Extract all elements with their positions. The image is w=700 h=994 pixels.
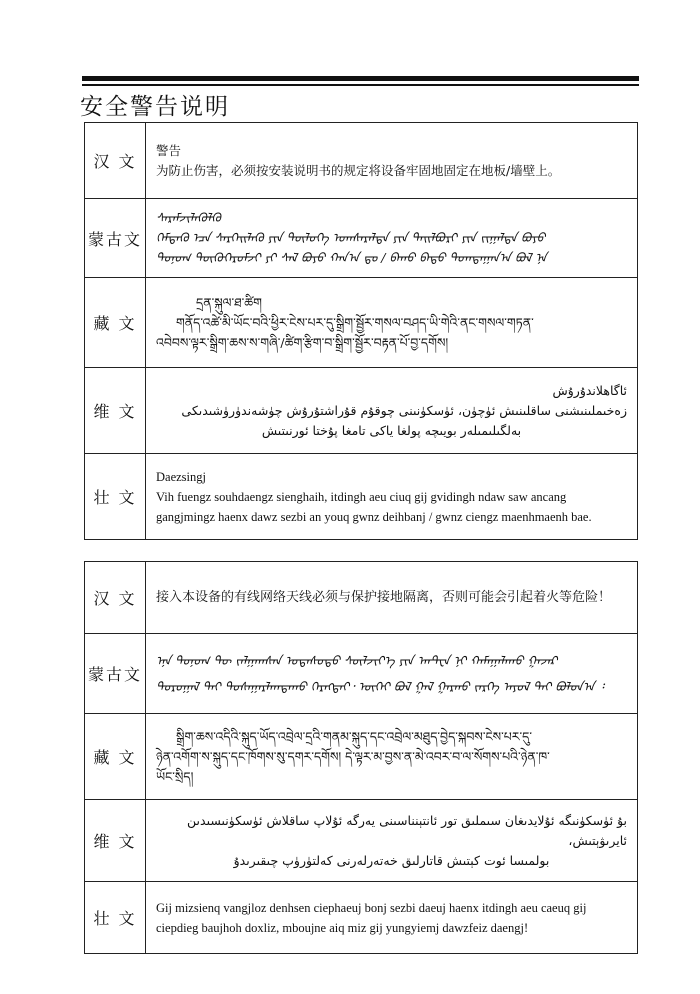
table-row-chinese — [85, 123, 638, 199]
table-row-mongolian — [85, 634, 638, 714]
table-row-zhuang — [85, 454, 638, 540]
warning-body: Gij mizsienq vangjloz denhsen ciephaeuj bonj sezbi daeuj haenx itdingh aeu caeuq gij ciepdieg baujhoh doxliz, mboujne aiq miz gij yungyiemj dawzfeiz daengj! — [156, 900, 587, 935]
language-label: 维 文 — [85, 368, 146, 454]
warning-body: 为防止伤害，必须按安装说明书的规定将设备牢固地固定在地板/墙壁上。 — [156, 162, 561, 178]
warning-body: 接入本设备的有线网络天线必须与保护接地隔离，否则可能会引起着火等危险！ — [156, 589, 612, 605]
warning-body-line: ཡོང་སྲིད། — [156, 768, 194, 784]
warning-body-line: ᠲᠣᠷᠣᠭᠠᠯ ᠲᠠᠢ ᠲᠤᠰᠠᠭᠠᠷᠯᠠᠭᠳᠠᠬᠤ ᠬᠡᠷᠡᠭᠲᠡᠢ᠂ ᠦᠭᠡᠢ ᠪᠣᠯ ᠭᠠᠯ ᠭᠠᠷᠬᠤ ᠵᠡᠷᠭᠡ ᠠᠶᠤᠯ ᠲᠠᠢ ᠪᠣᠯᠤᠨ᠎ᠠ ᠄ — [156, 678, 604, 694]
zhuang-text — [146, 454, 638, 540]
warning-body-line: ཉེན་འགོག་ས་སྐུད་དང་ཁོགས་སུ་དགར་དགོས། དེ་ལྟར་མ་བྱས་ན་མེ་འབར་བ་ལ་སོགས་པའི་ཉེན་ཁ་ — [156, 748, 550, 764]
table-row-uyghur — [85, 368, 638, 454]
header-rule-thin — [82, 84, 639, 86]
chinese-text — [146, 562, 638, 634]
tibetan-text — [146, 278, 638, 368]
table-row-chinese — [85, 562, 638, 634]
zhuang-text — [146, 882, 638, 954]
uyghur-text — [146, 368, 638, 454]
warning-table-2 — [84, 561, 638, 954]
warning-body-line: གནོད་འཚེ་མི་ཡོང་བའི་ཕྱིར་ངེས་པར་དུ་སྒྲིག་སྦྱོར་གསལ་བཤད་ཡི་གེའི་ནང་གསལ་གཏན་ — [176, 314, 534, 330]
language-label: 蒙古文 — [85, 199, 146, 278]
header-rule-thick — [82, 76, 639, 81]
language-label: 蒙古文 — [85, 634, 146, 714]
table-row-tibetan — [85, 714, 638, 800]
language-label: 壮 文 — [85, 454, 146, 540]
warning-body-line: ᠲᠣᠨᠣᠭ ᠲᠦᠬᠦᠭᠡᠷᠦᠮᠵᠢ ᠶᠢ ᠰᠠᠯ ᠪᠣᠶᠣ ᠬᠠᠨ᠎ᠠ ᠳᠤ / ᠪᠠᠬᠤ ᠪᠠᠲᠤ ᠲᠣᠭᠲᠠᠭᠠᠨ᠎ᠠ ᠪᠣᠯ ᠨᠠ — [156, 250, 547, 265]
warning-body-line: بولمىسا ئوت كېتىش قاتارلىق خەتەرلەرنى كەلتۈرۈپ چىقىرىدۇ — [233, 852, 550, 868]
warning-heading: ئاگاھلاندۇرۇش — [552, 382, 627, 398]
language-label: 藏 文 — [85, 714, 146, 800]
warning-body-line: بۇ ئۈسكۈنىگە ئۇلايدىغان سىملىق تور ئانتېنناسىنى يەرگە ئۇلاپ ساقلاش ئۈسكۈنىسىدىن ئايرىۋېتىش، — [187, 812, 627, 848]
warning-table-1 — [84, 122, 638, 540]
mongolian-text — [146, 634, 638, 714]
table-row-uyghur — [85, 800, 638, 882]
language-label: 藏 文 — [85, 278, 146, 368]
warning-heading: དྲན་སྐུལ་ཐ་ཚིག — [196, 294, 262, 310]
uyghur-text — [146, 800, 638, 882]
table-row-mongolian — [85, 199, 638, 278]
warning-body-line: སྒྲིག་ཆས་འདིའི་སྐུད་ཡོད་འབྲེལ་དྲའི་གནམ་སྐུད་དང་འབྲེལ་མཐུད་བྱེད་སྐབས་ངེས་པར་དུ་ — [176, 728, 533, 744]
chinese-text — [146, 123, 638, 199]
warning-body: Vih fuengz souhdaengz sienghaih, itdingh aeu ciuq gij gvidingh ndaw saw ancang gangjmingz haenx dawz sezbi an youq gwnz deihbanj / gwnz ciengz maenhmaenh bae. — [156, 489, 592, 524]
warning-body-line: زەخىملىنىشنى ساقلىنىش ئۈچۈن، ئۈسكۈنىنى چوقۇم قۇراشتۇرۇش چۈشەندۈرۈشىدىكى — [181, 402, 627, 418]
mongolian-text — [146, 199, 638, 278]
language-label: 汉 文 — [85, 123, 146, 199]
warning-body-line: بەلگىلىمىلەر بويىچە پولغا ياكى تامغا پۇختا ئورنىتىش — [261, 422, 522, 438]
warning-heading: ᠰᠡᠷᠡᠮᠵᠢᠯᠡᠭᠦᠯᠬᠦ — [156, 210, 221, 225]
table-row-tibetan — [85, 278, 638, 368]
page-title: 安全警告说明 — [80, 94, 230, 120]
warning-heading: 警告 — [156, 142, 182, 158]
warning-heading: Daezsingj — [156, 469, 206, 484]
warning-body-line: ᠡᠨᠡ ᠲᠣᠨᠣᠭ ᠲᠦ ᠵᠠᠯᠭᠠᠭᠰᠠᠨ ᠤᠲᠠᠰᠤᠲᠤ ᠰᠦᠯᠵᠢᠶ᠎ᠡ ᠶᠢᠨ ᠠᠨᠲ᠋ᠧᠨ ᠨᠢ ᠬᠠᠮᠠᠭᠠᠯᠠᠬᠤ ᠭᠠᠵᠠᠷ — [156, 652, 558, 668]
warning-body-line: འབེབས་ལྟར་སྒྲིག་ཆས་ས་གཞི་/ཚིག་རྩིག་བ་སྒྲིག་སྦྱོར་བརྟན་པོ་བྱ་དགོས། — [156, 334, 449, 350]
tibetan-text — [146, 714, 638, 800]
warning-body-line: ᠭᠡᠮᠲᠡᠬᠦ ᠡᠴᠡ ᠰᠡᠷᠭᠡᠢᠯᠡᠬᠦ ᠶᠢᠨ ᠲᠥᠯᠥᠭᠡ ᠤᠭᠰᠠᠷᠠᠯᠲᠠ ᠶᠢᠨ ᠲᠠᠢᠯᠪᠤᠷᠢ ᠶᠢᠨ ᠵᠢᠭᠠᠯᠲᠠ ᠪᠣᠶᠣ — [156, 230, 546, 245]
language-label: 壮 文 — [85, 882, 146, 954]
language-label: 汉 文 — [85, 562, 146, 634]
language-label: 维 文 — [85, 800, 146, 882]
table-row-zhuang — [85, 882, 638, 954]
